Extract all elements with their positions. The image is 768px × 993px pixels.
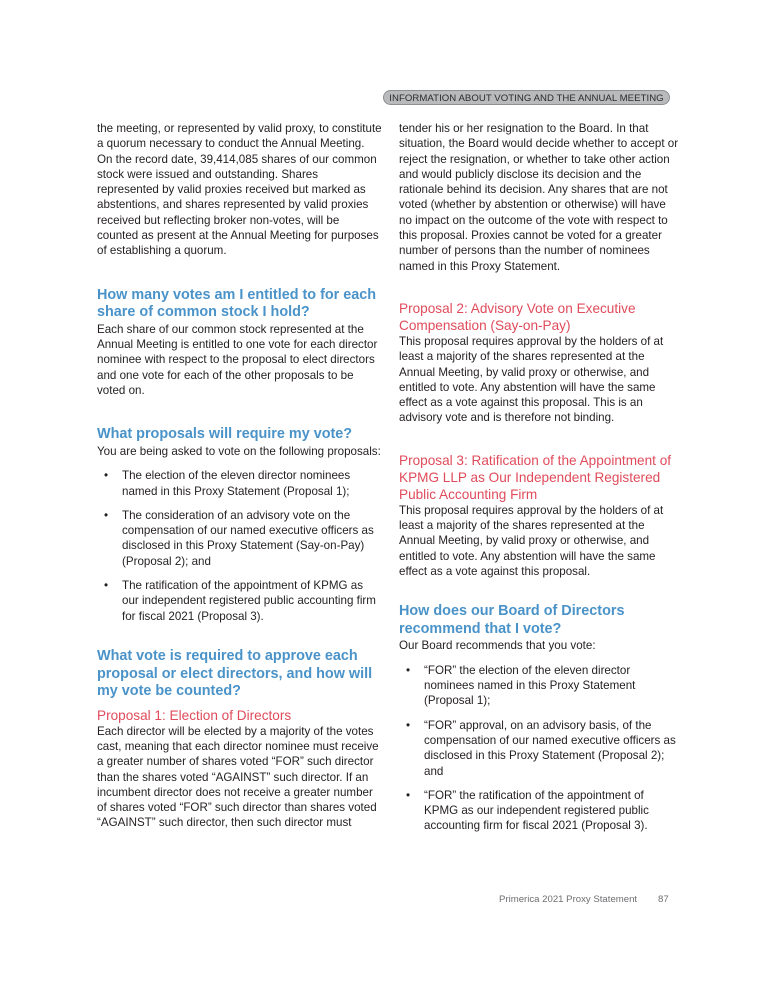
vote-required-heading: What vote is required to approve each proposal or elect directors, and how will my vote be counted? <box>97 647 373 700</box>
board-recommendation-list <box>399 663 679 834</box>
bullet-icon: • <box>104 469 109 483</box>
list-item: • The consideration of an advisory vote on the compensation of our named executive officers as disclosed in this Proxy Statement (Say-on-Pay) (Proposal 2); and <box>104 508 374 568</box>
proposal-1-heading: Proposal 1: Election of Directors <box>97 707 292 723</box>
footer-title: Primerica 2021 Proxy Statement <box>499 894 638 905</box>
list-item: • The election of the eleven director nominees named in this Proxy Statement (Proposal 1); <box>104 469 351 498</box>
board-recommendation-intro: Our Board recommends that you vote: <box>399 639 596 653</box>
list-item: • The ratification of the appointment of KPMG as our independent registered public accounting firm for fiscal 2021 (Proposal 3). <box>104 579 376 623</box>
right-column <box>399 121 679 834</box>
section-header-badge: INFORMATION ABOUT VOTING AND THE ANNUAL MEETING <box>383 90 670 105</box>
bullet-icon: • <box>104 579 109 593</box>
proposals-heading: What proposals will require my vote? <box>97 426 353 443</box>
list-item: • “FOR” the ratification of the appointment of KPMG as our independent registered public accounting firm for fiscal 2021 (Proposal 3). <box>406 788 649 833</box>
proposal-3-heading: Proposal 3: Ratification of the Appointment of KPMG LLP as Our Independent Registered Public Accounting Firm <box>399 452 672 502</box>
proposals-intro: You are being asked to vote on the following proposals: <box>97 444 381 458</box>
bullet-icon: • <box>406 663 411 677</box>
votes-entitled-heading: How many votes am I entitled to for each share of common stock I hold? <box>97 286 377 321</box>
proposal-1-continued: tender his or her resignation to the Board. In that situation, the Board would decide whether to accept or reject the resignation, or whether to take other action and would publicly disclose its decision and the rationale behind its decision. Any shares that are not voted (whether by abstention or otherwise) will have no impact on the outcome of the vote with respect to this proposal. Proxies cannot be voted for a greater number of persons than the number of nominees named in this Proxy Statement. <box>399 122 679 273</box>
bullet-icon: • <box>104 508 109 522</box>
proposal-2-body: This proposal requires approval by the holders of at least a majority of the shares represented at the Annual Meeting, by valid proxy or otherwise, and entitled to vote. Any abstention will have the same effect as a vote against this proposal. This is an advisory vote and is therefore not binding. <box>399 334 664 425</box>
proposal-2-heading: Proposal 2: Advisory Vote on Executive Compensation (Say-on-Pay) <box>399 300 636 333</box>
votes-entitled-body: Each share of our common stock represented at the Annual Meeting is entitled to one vote for each director nominee with respect to the proposal to elect directors and one vote for each of the other proposals to be voted on. <box>97 322 378 398</box>
page-footer <box>499 894 669 905</box>
bullet-icon: • <box>406 788 411 802</box>
bullet-icon: • <box>406 718 411 732</box>
list-item: • “FOR” the election of the eleven director nominees named in this Proxy Statement (Proposal 1); <box>406 663 636 708</box>
page-number: 87 <box>658 894 669 905</box>
proposal-1-body: Each director will be elected by a majority of the votes cast, meaning that each director nominee must receive a greater number of shares voted “FOR” such director than the shares voted “AGAINST” such director. If an incumbent director does not receive a greater number of shares voted “FOR” such director than shares voted “AGAINST” such director, then such director must <box>97 724 379 830</box>
proposal-3-body: This proposal requires approval by the holders of at least a majority of the shares represented at the Annual Meeting, by valid proxy or otherwise, and entitled to vote. Any abstention will have the same effect as a vote against this proposal. <box>399 503 664 578</box>
proposals-list <box>97 468 382 624</box>
list-item: • “FOR” approval, on an advisory basis, of the compensation of our named executive officers as disclosed in this Proxy Statement (Proposal 2); and <box>406 718 676 778</box>
left-column <box>97 121 382 831</box>
board-recommendation-heading: How does our Board of Directors recommend that I vote? <box>399 603 625 637</box>
quorum-paragraph: the meeting, or represented by valid proxy, to constitute a quorum necessary to conduct the Annual Meeting. On the record date, 39,414,085 shares of our common stock were issued and outstanding. Shares represented by valid proxies received but marked as abstentions, and shares represented by valid proxies received but reflecting broker non-votes, will be counted as present at the Annual Meeting for purposes of establishing a quorum. <box>97 122 382 258</box>
